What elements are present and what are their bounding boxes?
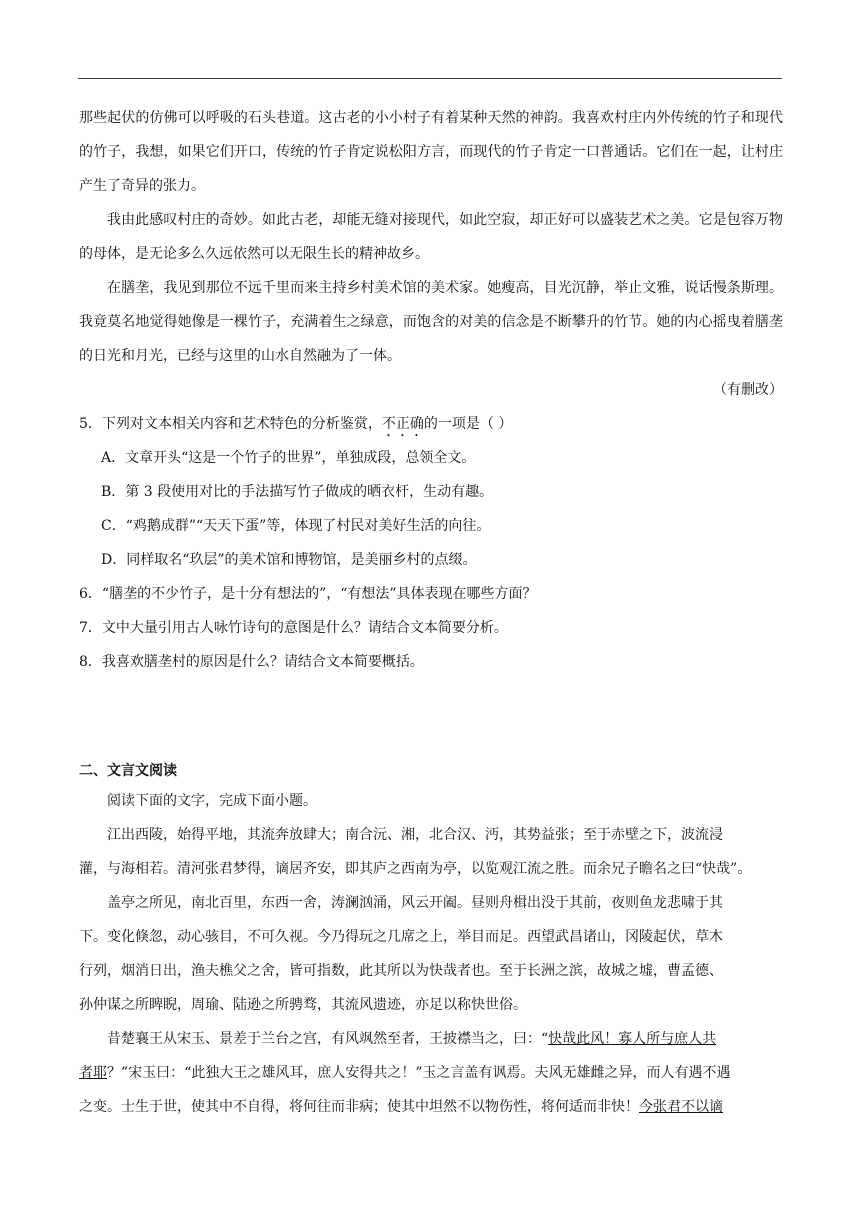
edit-note: （有删改） (713, 382, 783, 398)
underlined-text: 今张君不以谪 (639, 1099, 723, 1115)
paragraph-3: 在膳垄，我见到那位不远千里而来主持乡村美术馆的美术家。她瘦高，目光沉静，举止文雅，说话慢条斯理。我竟莫名地觉得她像是一棵竹子，充满着生之绿意，而饱含的对美的信念是不断攀升的竹节。她的内心摇曳着膳垄的日光和月光，已经与这里的山水自然融为了一体。 (79, 280, 783, 364)
option-a: A．文章开头“这是一个竹子的世界”，单独成段，总领全文。 (101, 450, 476, 466)
paragraph-2: 我由此感叹村庄的奇妙。如此古老，却能无缝对接现代，如此空寂，却正好可以盛装艺术之美。它是包容万物的母体，是无论多么久远依然可以无限生长的精神故乡。 (79, 212, 783, 262)
classical-text: 昔楚襄王从宋玉、景差于兰台之宫，有风飒然至者，王披襟当之，曰：“ (107, 1031, 549, 1047)
instruction: 阅读下面的文字，完成下面小题。 (107, 793, 317, 809)
classical-line: 江出西陵，始得平地，其流奔放肆大；南合沅、湘，北合汉、沔，其势益张；至于赤壁之下，波流浸 (107, 827, 723, 843)
question-5-text: 5．下列对文本相关内容和艺术特色的分析鉴赏， (79, 416, 382, 432)
classical-text: 之变。士生于世，使其中不自得，将何往而非病；使其中坦然不以物伤性，将何适而非快！ (79, 1099, 639, 1115)
section-title: 二、文言文阅读 (79, 763, 177, 779)
classical-text: ？”宋玉曰：“此独大王之雄风耳，庶人安得共之！”玉之言盖有讽焉。夫风无雄雌之异，而人有遇不遇 (107, 1065, 731, 1081)
classical-line: 灌，与海相若。清河张君梦得，谪居齐安，即其庐之西南为亭，以览观江流之胜。而余兄子瞻名之曰“快哉”。 (79, 861, 752, 877)
header-rule (78, 78, 782, 79)
classical-line: 行列，烟消日出，渔夫樵父之舍，皆可指数，此其所以为快哉者也。至于长洲之滨，故城之墟，曹孟德、 (79, 963, 723, 979)
classical-line: 下。变化倏忽，动心骇目，不可久视。今乃得玩之几席之上，举目而足。西望武昌诸山，冈陵起伏，草木 (79, 929, 723, 945)
option-b: B．第 3 段使用对比的手法描写竹子做成的晒衣杆，生动有趣。 (101, 484, 494, 500)
option-d: D．同样取名“玖层”的美术馆和博物馆，是美丽乡村的点缀。 (101, 552, 477, 568)
question-5 (79, 407, 783, 441)
question-7: 7．文中大量引用古人咏竹诗句的意图是什么？请结合文本简要分析。 (79, 620, 508, 636)
classical-line: 盖亭之所见，南北百里，东西一舍，涛澜汹涌，风云开阖。昼则舟楫出没于其前，夜则鱼龙悲啸于其 (107, 895, 723, 911)
paragraph-1: 那些起伏的仿佛可以呼吸的石头巷道。这古老的小小村子有着某种天然的神韵。我喜欢村庄内外传统的竹子和现代的竹子，我想，如果它们开口，传统的竹子肯定说松阳方言，而现代的竹子肯定一口普通话。它们在一起，让村庄产生了奇异的张力。 (79, 110, 783, 194)
option-c: C．“鸡鹅成群”“天天下蛋”等，体现了村民对美好生活的向往。 (101, 518, 491, 534)
classical-line (79, 1056, 783, 1090)
question-5-bracket: 的一项是（ ） (423, 416, 513, 432)
passage-classical (79, 784, 783, 1124)
underlined-text: 者耶 (79, 1065, 107, 1081)
underlined-text: 快哉此风！寡人所与庶人共 (548, 1031, 717, 1047)
passage-upper (79, 101, 783, 679)
emphasis-dots: 不正确 (381, 416, 424, 432)
classical-line (79, 1090, 783, 1124)
classical-line: 孙仲谋之所睥睨，周瑜、陆逊之所骋骛，其流风遗迹，亦足以称快世俗。 (79, 997, 527, 1013)
question-6: 6．“膳垄的不少竹子，是十分有想法的”，“有想法”具体表现在哪些方面？ (79, 586, 537, 602)
classical-line (79, 1022, 783, 1056)
question-8: 8．我喜欢膳垄村的原因是什么？请结合文本简要概括。 (79, 654, 424, 670)
